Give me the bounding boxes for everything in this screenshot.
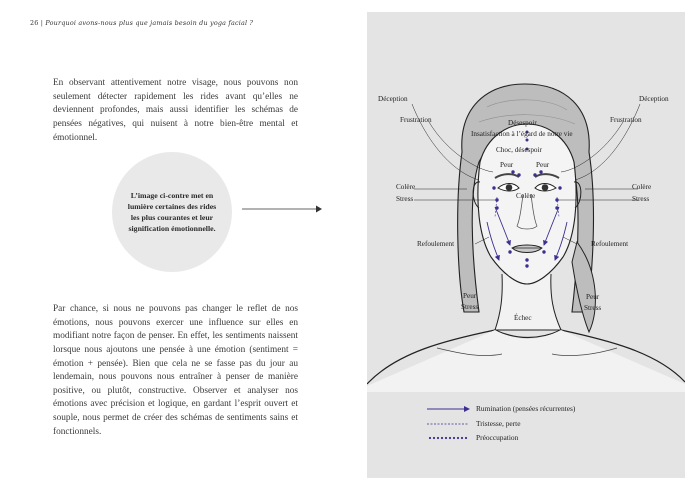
running-head-title: Pourquoi avons-nous plus que jamais besoin du yoga facial ?: [45, 19, 254, 27]
running-head-separator: |: [40, 19, 44, 27]
label-peur-left: Peur: [500, 161, 514, 169]
callout-text: L’image ci-contre met en lumière certaines des rides les plus courantes et leur signification émotionnelle.: [127, 190, 217, 234]
label-stress-left: Stress: [396, 195, 414, 203]
label-frustration-right: Frustration: [610, 116, 642, 124]
callout-circle: [112, 152, 232, 272]
label-peur-right: Peur: [536, 161, 550, 169]
body-paragraph: Par chance, si nous ne pouvons pas changer le reflet de nos émotions, nous pouvons exercer une influence sur elles en modifiant notre façon de penser. En effet, les sentiments naissent lorsque nous ajoutons une pensée à une émotion (sentiment = émotion + pensée). Bien que cela ne se fasse pas du jour au lendemain, nous pouvons nous entraîner à penser de manière positive, ou plutôt, constructive. Observer et analyser nos émotions avec précision et logique, en gardant l’esprit ouvert et souple, nous permet de créer des schémas de sentiments sains et fonctionnels.: [53, 304, 298, 437]
label-colere-right: Colère: [632, 183, 652, 191]
label-deception-right: Déception: [639, 95, 669, 103]
page-number-left: 26: [30, 19, 39, 27]
label-peur-low-left: Peur: [463, 292, 477, 300]
legend-tristesse: Tristesse, perte: [476, 419, 521, 428]
label-colere-center: Colère: [516, 192, 536, 200]
label-frustration-left: Frustration: [400, 116, 432, 124]
legend-preoccupation: Préoccupation: [476, 433, 519, 442]
label-insatisfaction: Insatisfaction à l’égard de notre vie: [471, 130, 573, 138]
label-stress-low-left: Stress: [461, 303, 479, 311]
label-echec: Échec: [514, 314, 532, 322]
running-head-left: [30, 19, 253, 27]
label-peur-low-right: Peur: [586, 293, 600, 301]
arrow-right-icon: [242, 203, 324, 215]
label-refoulement-left: Refoulement: [417, 240, 455, 248]
right-page: [350, 0, 700, 490]
face-map-panel: [367, 12, 685, 478]
intro-paragraph: En observant attentivement notre visage, nous pouvons non seulement détecter rapidement les rides avant qu’elles ne deviennent profondes, mais aussi identifier les schémas de pensées négatives, qui nuisent à notre bien-être mental et émotionnel.: [53, 78, 298, 143]
label-choc: Choc, désespoir: [496, 146, 542, 154]
legend-rumination: Rumination (pensées récurrentes): [476, 404, 576, 413]
label-deception-left: Déception: [378, 95, 408, 103]
label-refoulement-right: Refoulement: [591, 240, 629, 248]
label-desespoir: Désespoir: [508, 119, 537, 127]
label-stress-low-right: Stress: [584, 304, 602, 312]
label-stress-right: Stress: [632, 195, 650, 203]
label-colere-left: Colère: [396, 183, 416, 191]
